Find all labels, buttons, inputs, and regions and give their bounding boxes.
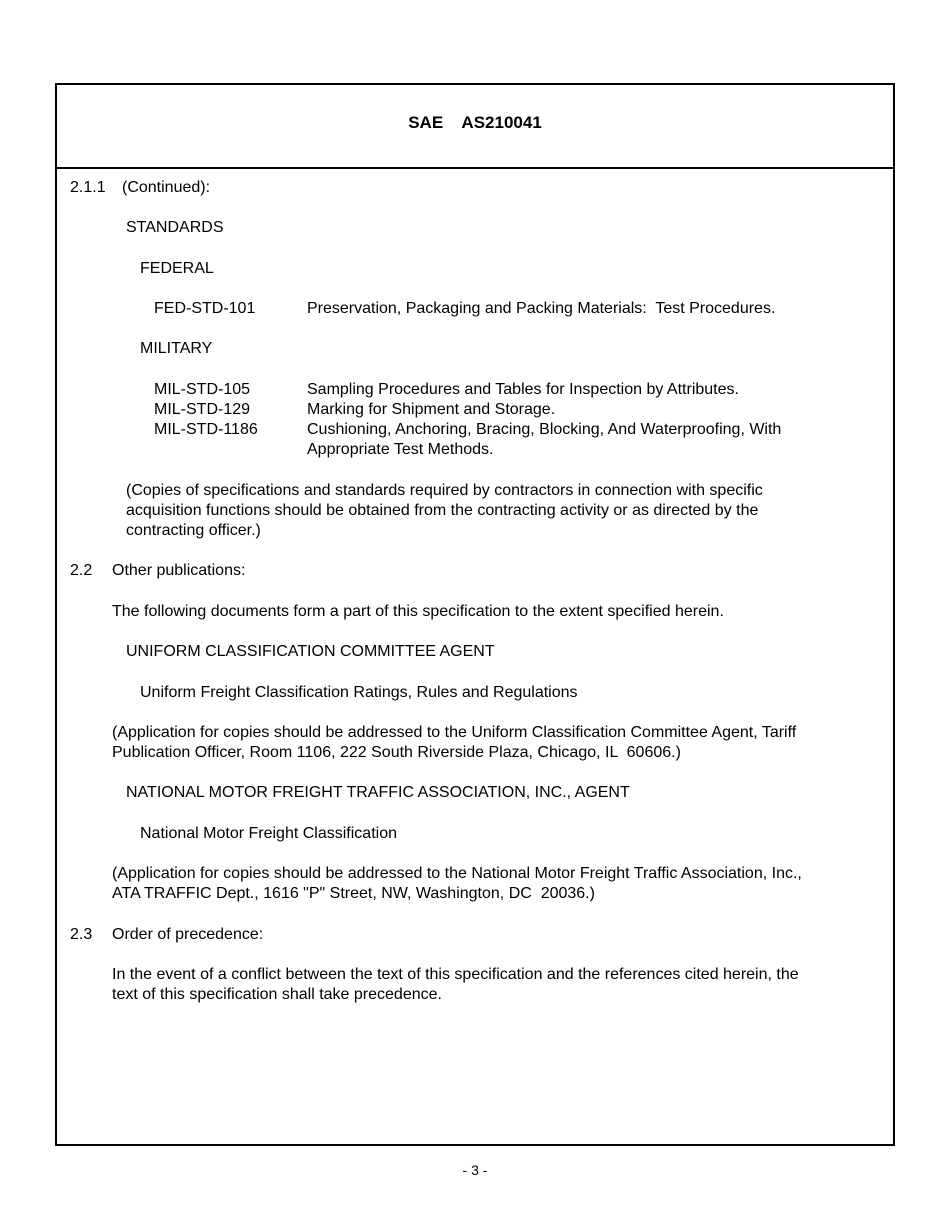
standard-description-continued: Appropriate Test Methods. [307, 441, 494, 458]
standard-code: MIL-STD-105 [154, 381, 251, 398]
standard-description: Marking for Shipment and Storage. [307, 401, 556, 418]
military-heading: MILITARY [140, 340, 213, 357]
standard-code: FED-STD-101 [154, 300, 256, 317]
document-reference: Uniform Freight Classification Ratings, Rules and Regulations [140, 684, 578, 701]
paragraph: The following documents form a part of this specification to the extent specified herein. [112, 603, 724, 620]
organization-heading: NATIONAL MOTOR FREIGHT TRAFFIC ASSOCIATION, INC., AGENT [126, 784, 630, 801]
section-title: Order of precedence: [112, 926, 264, 943]
paragraph-line: text of this specification shall take precedence. [112, 986, 442, 1003]
note-line: (Application for copies should be addressed to the Uniform Classification Committee Agent, Tariff [112, 724, 797, 741]
standards-heading: STANDARDS [126, 219, 224, 236]
standard-description: Preservation, Packaging and Packing Materials: Test Procedures. [307, 300, 776, 317]
note-line: contracting officer.) [126, 522, 261, 539]
standard-code: MIL-STD-1186 [154, 421, 258, 438]
document-title: SAE AS210041 [408, 113, 542, 132]
page-number: - 3 - [462, 1162, 488, 1178]
organization-heading: UNIFORM CLASSIFICATION COMMITTEE AGENT [126, 643, 495, 660]
standard-code: MIL-STD-129 [154, 401, 251, 418]
paragraph-line: In the event of a conflict between the text of this specification and the references cited herein, the [112, 966, 799, 983]
section-number: 2.3 [70, 926, 93, 943]
note-line: acquisition functions should be obtained from the contracting activity or as directed by the [126, 502, 759, 519]
section-title: Other publications: [112, 562, 246, 579]
standard-description: Sampling Procedures and Tables for Inspection by Attributes. [307, 381, 739, 398]
section-title: (Continued): [122, 179, 211, 196]
federal-heading: FEDERAL [140, 260, 214, 277]
note-line: Publication Officer, Room 1106, 222 South Riverside Plaza, Chicago, IL 60606.) [112, 744, 681, 761]
document-header [57, 85, 893, 169]
note-line: ATA TRAFFIC Dept., 1616 "P" Street, NW, Washington, DC 20036.) [112, 885, 595, 902]
standard-description: Cushioning, Anchoring, Bracing, Blocking, And Waterproofing, With [307, 421, 782, 438]
note-line: (Application for copies should be addressed to the National Motor Freight Traffic Association, Inc., [112, 865, 802, 882]
section-number: 2.2 [70, 562, 93, 579]
section-number: 2.1.1 [70, 179, 106, 196]
document-reference: National Motor Freight Classification [140, 825, 397, 842]
note-line: (Copies of specifications and standards required by contractors in connection with specific [126, 482, 763, 499]
